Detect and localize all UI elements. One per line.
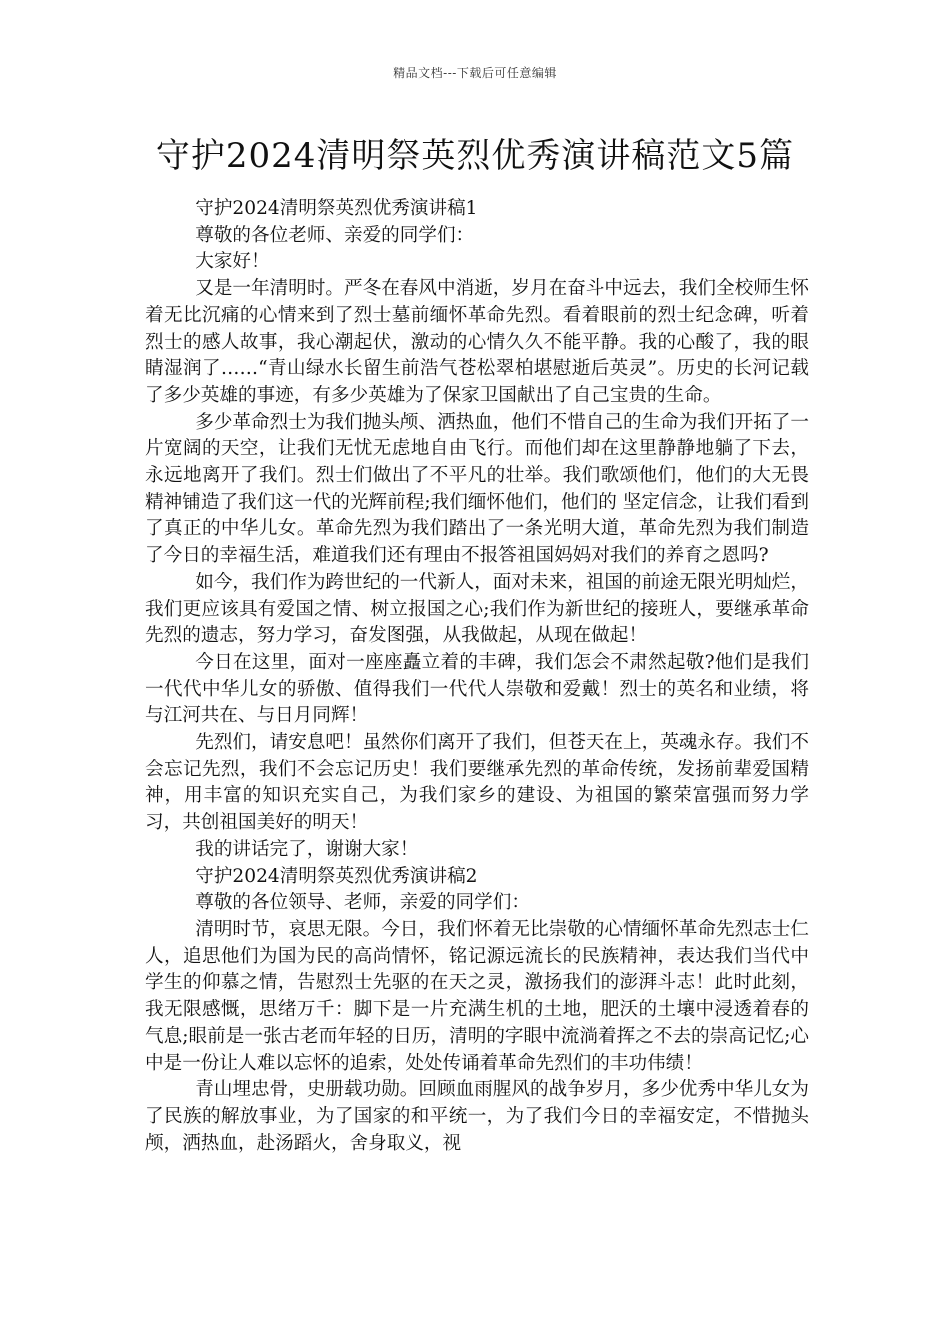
paragraph: 先烈们，请安息吧！虽然你们离开了我们，但苍天在上，英魂永存。我们不会忘记先烈，我们不会忘记历史！我们要继承先烈的革命传统，发扬前辈爱国精神，用丰富的知识充实自己，为我们家乡的建设、为祖国的繁荣富强而努力学习，共创祖国美好的明天！ [145,732,809,834]
paragraph: 我的讲话完了，谢谢大家！ [195,838,419,860]
paragraph: 守护2024清明祭英烈优秀演讲稿2 [195,865,478,887]
paragraph: 大家好！ [195,251,270,273]
paragraph: 守护2024清明祭英烈优秀演讲稿1 [195,198,478,219]
page-header: 精品文档---下载后可任意编辑 [393,66,557,80]
paragraph: 青山埋忠骨，史册载功勋。回顾血雨腥风的战争岁月，多少优秀中华儿女为了民族的解放事业，为了国家的和平统一，为了我们今日的幸福安定，不惜抛头颅，洒热血，赴汤蹈火，舍身取义，视 [145,1079,809,1154]
paragraph: 今日在这里，面对一座座矗立着的丰碑，我们怎会不肃然起敬?他们是我们一代代中华儿女的骄傲、值得我们一代代人崇敬和爱戴！烈士的英名和业绩，将与江河共在、与日月同辉！ [145,651,809,727]
paragraph: 如今，我们作为跨世纪的一代新人，面对未来，祖国的前途无限光明灿烂，我们更应该具有爱国之情、树立报国之心;我们作为新世纪的接班人，要继承革命先烈的遗志，努力学习，奋发图强，从我做起，从现在做起！ [145,571,809,647]
paragraph: 清明时节，哀思无限。今日，我们怀着无比崇敬的心情缅怀革命先烈志士仁人，追思他们为国为民的高尚情怀，铭记源远流长的民族精神，表达我们当代中学生的仰慕之情，告慰烈士先驱的在天之灵，激扬我们的澎湃斗志！此时此刻，我无限感慨，思绪万千：脚下是一片充满生机的土地，肥沃的土壤中浸透着春的气息;眼前是一张古老而年轻的日历，清明的字眼中流淌着挥之不去的崇高记忆;心中是一份让人难以忘怀的追索，处处传诵着革命先烈们的丰功伟绩！ [145,918,809,1074]
paragraph: 尊敬的各位老师、亲爱的同学们： [195,224,475,246]
paragraph: 又是一年清明时。严冬在春风中消逝，岁月在奋斗中远去，我们全校师生怀着无比沉痛的心情来到了烈士墓前缅怀革命先烈。看着眼前的烈士纪念碑，听着烈士的感人故事，我心潮起伏，激动的心情久久不能平静。我的心酸了，我的眼睛湿润了……“青山绿水长留生前浩气苍松翠柏堪慰逝后英灵”。历史的长河记载了多少英雄的事迹，有多少英雄为了保家卫国献出了自己宝贵的生命。 [145,278,809,406]
paragraph: 多少革命烈士为我们抛头颅、洒热血，他们不惜自己的生命为我们开拓了一片宽阔的天空，让我们无忧无虑地自由飞行。而他们却在这里静静地躺了下去，永远地离开了我们。烈士们做出了不平凡的壮举。我们歌颂他们，他们的大无畏精神铺造了我们这一代的光辉前程;我们缅怀他们，他们的 坚定信念，让我们看到了真正的中华儿女。革命先烈为我们踏出了一条光明大道，革命先烈为我们制造了今日的幸福生活，难道我们还有理由不报答祖国妈妈对我们的养育之恩吗? [145,411,809,567]
document-body [145,196,809,1157]
paragraph: 尊敬的各位领导、老师，亲爱的同学们： [195,892,530,914]
document-title: 守护2024清明祭英烈优秀演讲稿范文5篇 [155,136,795,176]
